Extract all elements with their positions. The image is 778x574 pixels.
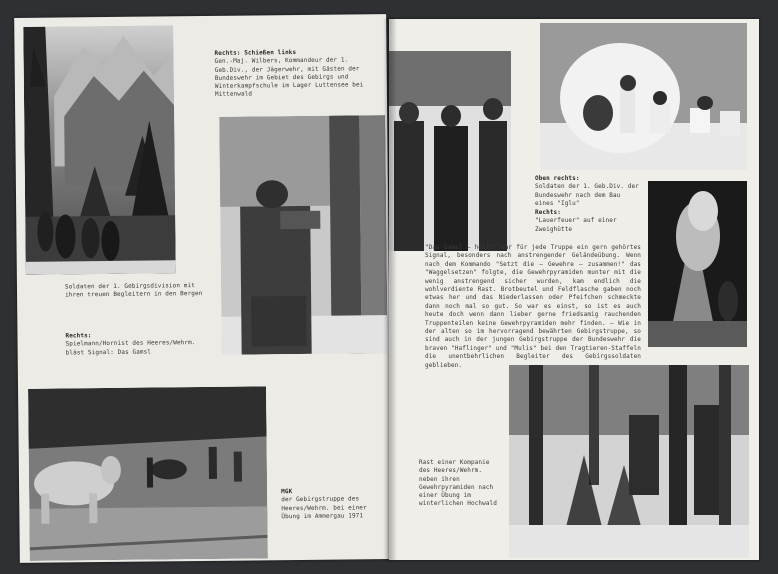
caption-soldiers-text: Soldaten der 1. Gebirgsdivision mit ihren treuen Begleitern in den Bergen bbox=[64, 282, 203, 299]
caption-igloo-body: Soldaten der 1. Geb.Div. der Bundeswehr nach dem Bau eines "Iglu" bbox=[535, 183, 639, 207]
bugler-photo bbox=[219, 115, 387, 355]
officers-photo bbox=[389, 51, 511, 251]
caption-igloo-heading: Oben rechts: bbox=[535, 175, 580, 182]
caption-fire bbox=[535, 209, 640, 234]
caption-rast bbox=[419, 459, 504, 509]
fire-photo bbox=[648, 181, 747, 347]
book-spine bbox=[383, 18, 397, 560]
rifle-stacks-photo bbox=[509, 365, 749, 558]
mountain-soldiers-photo bbox=[23, 25, 176, 275]
caption-fire-body: "Lauerfeuer" auf einer Zweighütte bbox=[535, 217, 617, 233]
caption-igloo bbox=[535, 175, 640, 208]
left-page bbox=[14, 14, 392, 563]
caption-top-heading: Rechts: Schießen links bbox=[214, 49, 297, 57]
mules-photo bbox=[28, 386, 268, 560]
main-text bbox=[425, 244, 641, 370]
caption-top bbox=[215, 48, 376, 99]
caption-rast-text: Rast einer Kompanie des Heeres/Wehrm. neben ihren Gewehrpyramiden nach einer Übung im winterlichen Hochwald bbox=[419, 459, 497, 508]
right-page bbox=[389, 19, 759, 560]
caption-fire-heading: Rechts: bbox=[535, 209, 561, 216]
caption-bugler-heading: Rechts: bbox=[65, 332, 92, 340]
caption-top-body: Gen.-Maj. Wilbers, Kommandeur der 1. Geb.Div., der Jägerwehr, mit Gästen der Bundeswehr im Gebiet des Gebirgs und Winterkampfschule im Lager Luttensee bei Mittenwald bbox=[214, 56, 364, 99]
caption-soldiers bbox=[65, 282, 215, 300]
caption-bugler-body: Spielmann/Hornist des Heeres/Wehrm. bläst Signal: Das Gamsl bbox=[65, 339, 196, 357]
caption-mgk-heading: MGK bbox=[281, 488, 293, 496]
caption-mgk bbox=[281, 487, 376, 521]
igloo-photo bbox=[540, 23, 747, 170]
caption-bugler bbox=[65, 331, 215, 357]
caption-mgk-body: der Gebirgstruppe des Heeres/Wehrm. bei einer Übung im Ammergau 1971 bbox=[281, 495, 367, 521]
main-text-body: "Das Gamsl — hell!" war für jede Truppe ein gern gehörtes Signal, besonders nach anstrengender Geländeübung. Wenn nach dem Kommando "Setzt die — Gewehre — zusammen!" das "Waggelsetzen" folgte, die Gewehrpyramiden munter mit die wenig anstrengend sicher wurden, kam endlich die wohlverdiente Rast. Brotbeutel und Feldflasche gaben noch etwas her und das Niederlassen oder Pfeifchen schmeckte dann noch mal so gut. So war es einst, so ist es auch heute doch wenn dann lieber gerne friedsamig rauchenden Truppenteilen keine Gewehrpyramiden mehr finden. — Wie in der alten so im hervorragend bewährten Gebirgstruppe, so sind auch in der jungen Gebirgstruppe der Bundeswehr die braven "Haflinger" und "Mulis" bei den Tragtieren-Staffeln die unentbehrlichen Begleiter des Gebirgssoldaten geblieben. bbox=[425, 244, 641, 369]
